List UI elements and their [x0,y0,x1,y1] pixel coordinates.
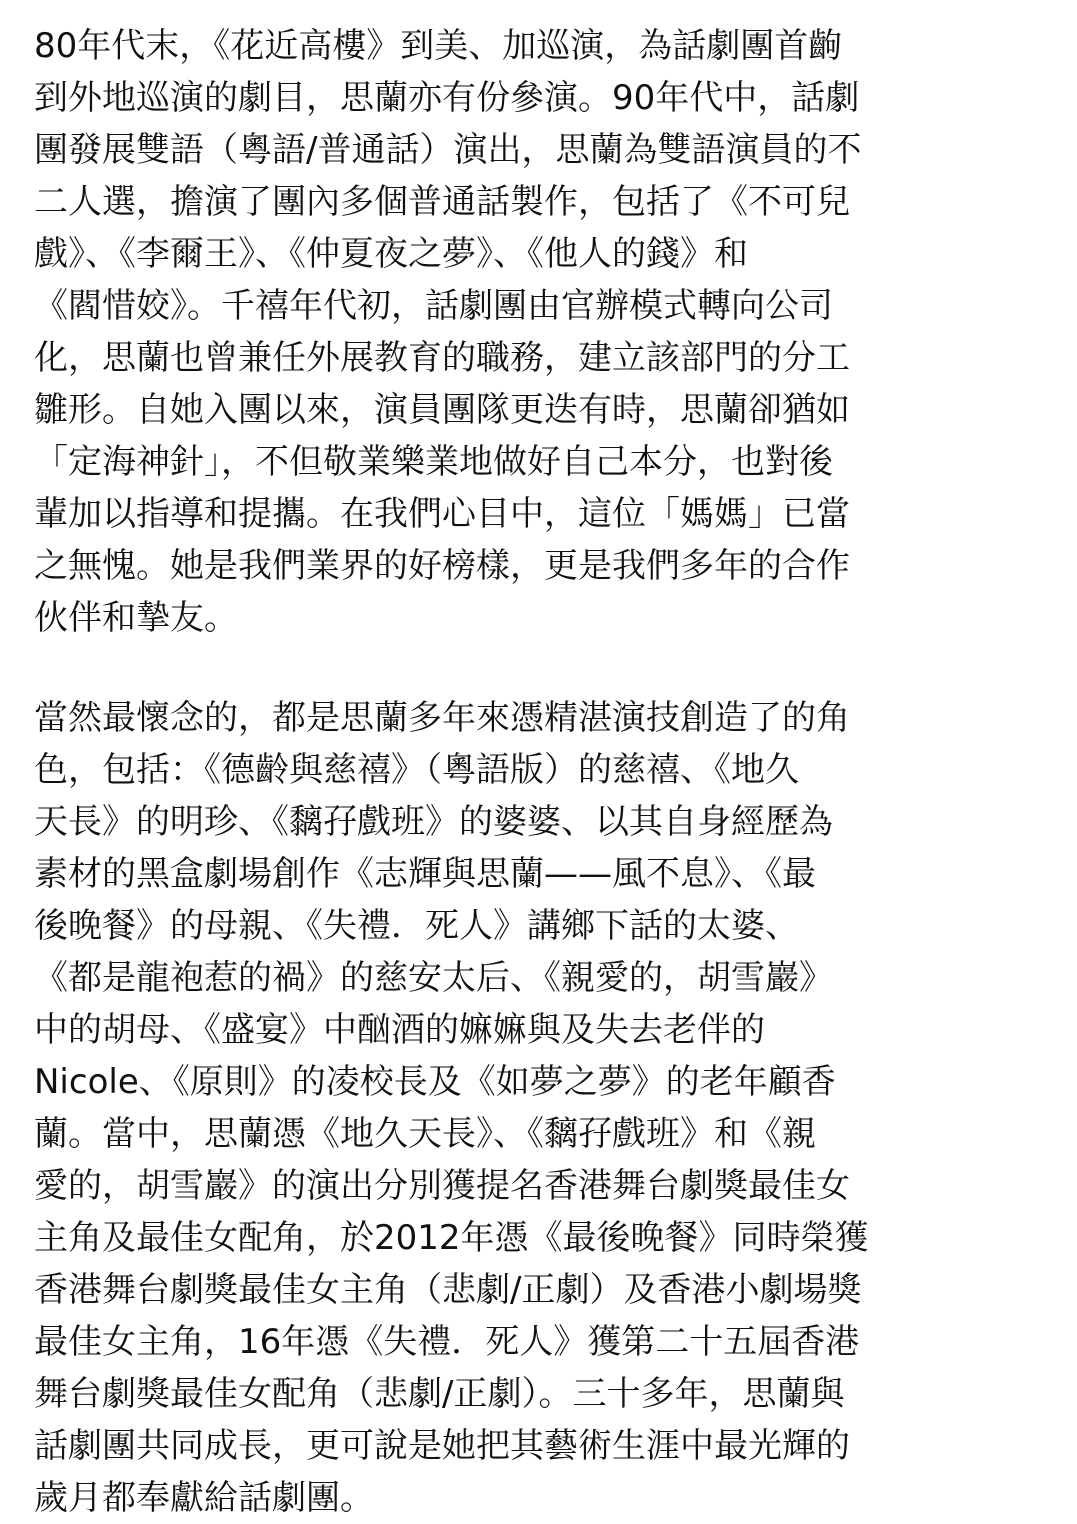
text-line: 歲月都奉獻給話劇團。 [34,1478,374,1518]
text-line: 雛形。自她入團以來，演員團隊更迭有時，思蘭卻猶如 [34,390,850,430]
text-line: 《都是龍袍惹的禍》的慈安太后、《親愛的，胡雪巖》 [34,958,833,998]
text-line: 後晚餐》的母親、《失禮．死人》講鄉下話的太婆、 [34,906,799,946]
text-line: 團發展雙語（粵語/普通話）演出，思蘭為雙語演員的不 [34,130,862,170]
text-line: 80年代末，《花近高樓》到美、加巡演，為話劇團首齣 [34,26,843,66]
text-line: 蘭。當中，思蘭憑《地久天長》、《黐孖戲班》和《親 [34,1114,816,1154]
text-line: 「定海神針」，不但敬業樂業地做好自己本分，也對後 [34,442,833,482]
text-line: 到外地巡演的劇目，思蘭亦有份參演。90年代中，話劇 [34,78,860,118]
text-line: 最佳女主角，16年憑《失禮．死人》獲第二十五屆香港 [34,1322,860,1362]
text-line: 主角及最佳女配角，於2012年憑《最後晚餐》同時榮獲 [34,1218,869,1258]
text-line: 輩加以指導和提攜。在我們心目中，這位「媽媽」已當 [34,494,850,534]
text-line: 當然最懷念的，都是思蘭多年來憑精湛演技創造了的角 [34,698,850,738]
text-line: 舞台劇獎最佳女配角（悲劇/正劇）。三十多年，思蘭與 [34,1374,845,1414]
text-line: 伙伴和摯友。 [34,598,238,638]
text-line: Nicole、《原則》的凌校長及《如夢之夢》的老年顧香 [34,1062,836,1102]
text-line: 天長》的明珍、《黐孖戲班》的婆婆、以其自身經歷為 [34,802,833,842]
text-line: 之無愧。她是我們業界的好榜樣，更是我們多年的合作 [34,546,850,586]
text-line: 二人選，擔演了團內多個普通話製作，包括了《不可兒 [34,182,850,222]
text-line: 色，包括：《德齡與慈禧》（粵語版）的慈禧、《地久 [34,750,799,790]
text-line: 《閻惜姣》。千禧年代初，話劇團由官辦模式轉向公司 [34,286,833,326]
text-line: 化，思蘭也曾兼任外展教育的職務，建立該部門的分工 [34,338,850,378]
text-line: 中的胡母、《盛宴》中酗酒的嫲嫲與及失去老伴的 [34,1010,765,1050]
text-line: 戲》、《李爾王》、《仲夏夜之夢》、《他人的錢》和 [34,234,748,274]
text-line: 愛的，胡雪巖》的演出分別獲提名香港舞台劇獎最佳女 [34,1166,850,1206]
text-line: 香港舞台劇獎最佳女主角（悲劇/正劇）及香港小劇場獎 [34,1270,862,1310]
paragraph-1 [34,20,1049,644]
text-line: 素材的黑盒劇場創作《志輝與思蘭——風不息》、《最 [34,854,816,894]
paragraph-2 [34,692,1049,1524]
text-line: 話劇團共同成長，更可說是她把其藝術生涯中最光輝的 [34,1426,850,1466]
